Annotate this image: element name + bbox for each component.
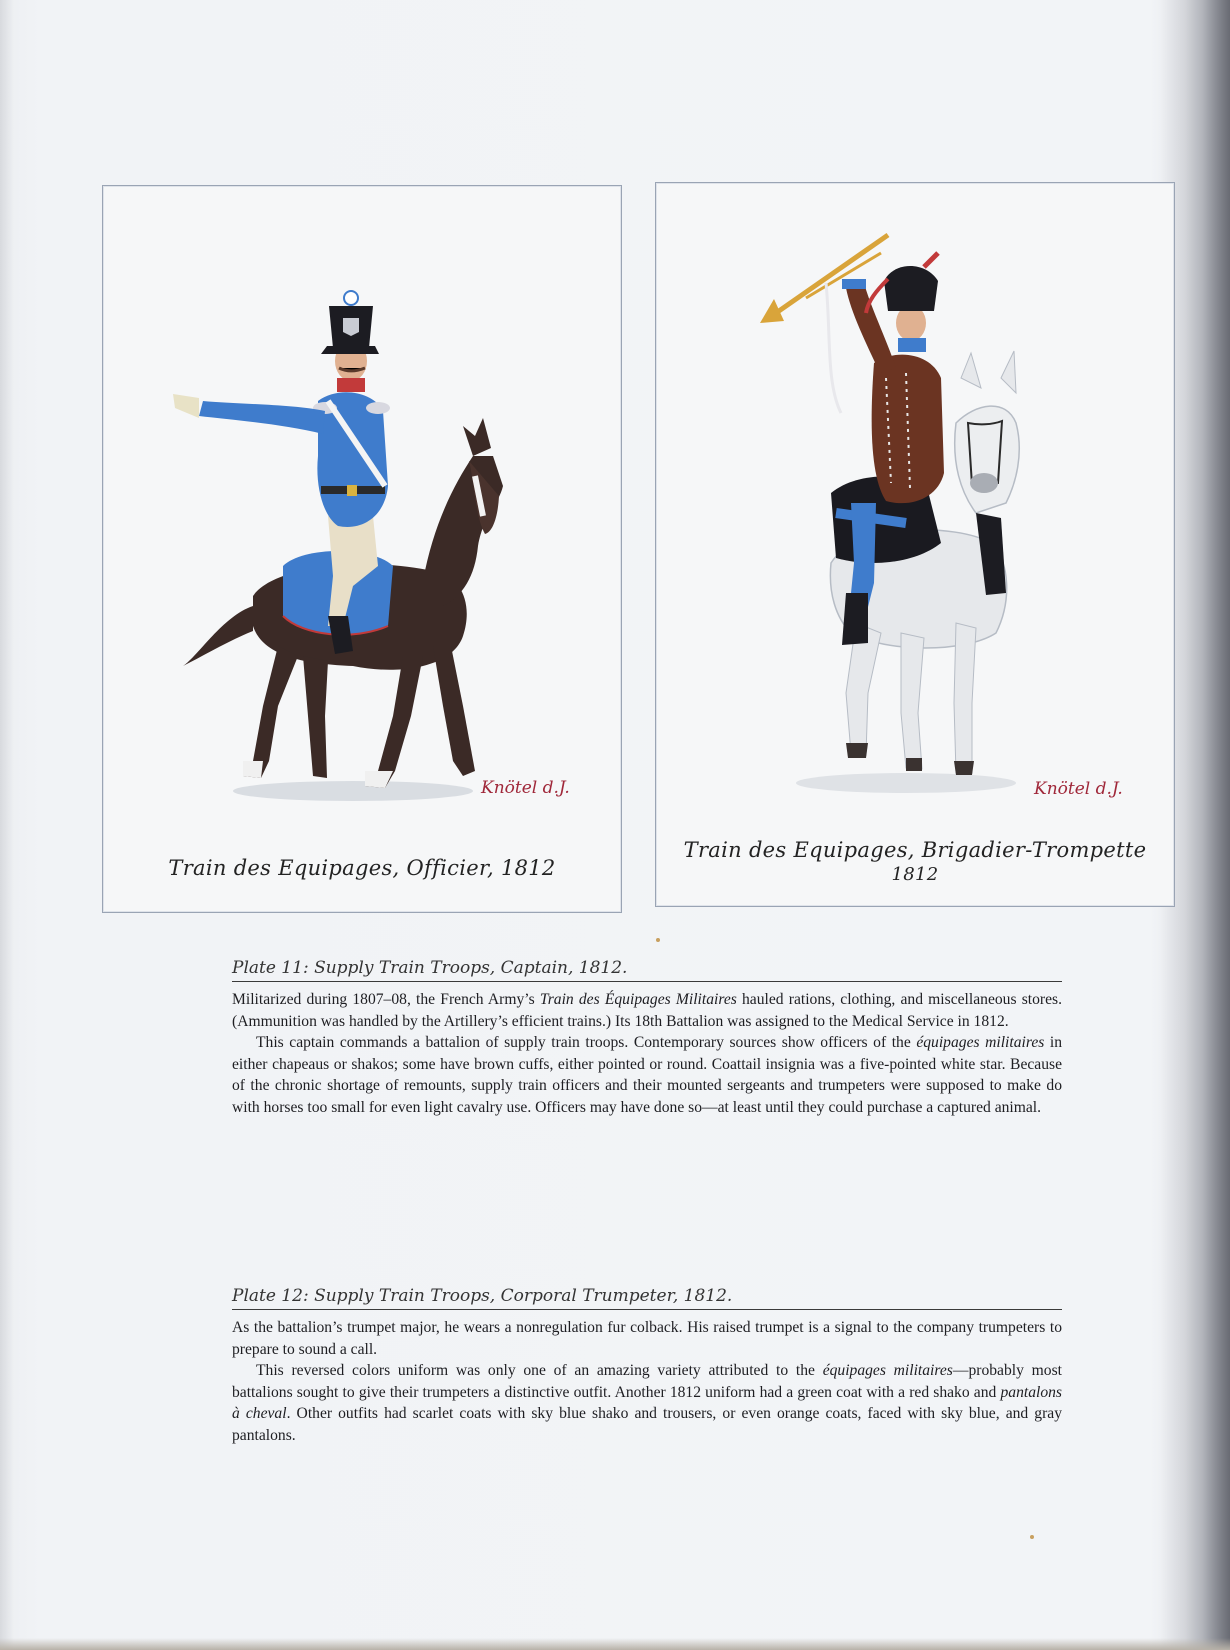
text-run: —probably most battalions sought to give their trumpeters a distinctive outfit. Another 1812 uniform had a green coat with a red shako and [232, 1362, 1062, 1401]
plate-caption: Train des Equipages, Officier, 1812 [168, 856, 556, 880]
paper-speck [1030, 1535, 1034, 1539]
plate-caption [656, 838, 1174, 885]
section-heading: Plate 11: Supply Train Troops, Captain, 1812. [232, 958, 1062, 982]
officer-illustration [103, 186, 623, 914]
plate-trumpeter [655, 182, 1175, 907]
paper-speck [656, 938, 660, 942]
italic-run: équipages militaires [916, 1034, 1045, 1051]
text-run: This captain commands a battalion of supply train troops. Contemporary sources show officers of the [256, 1034, 917, 1051]
artist-signature: Knötel d.J. [1034, 779, 1123, 799]
trumpeter-illustration [656, 183, 1176, 908]
text-run: hauled rations, clothing, and miscellaneous stores. (Ammunition was handled by the Artillery’s efficient trains.) Its 18th Battalion was assigned to the Medical Service in 1812. [232, 991, 1062, 1030]
paragraph [232, 989, 1062, 1032]
text-run: Militarized during 1807–08, the French Army’s [232, 991, 540, 1008]
section-heading: Plate 12: Supply Train Troops, Corporal Trumpeter, 1812. [232, 1286, 1062, 1310]
text-run: This reversed colors uniform was only one of an amazing variety attributed to the [256, 1362, 823, 1379]
paragraph: As the battalion’s trumpet major, he wears a nonregulation fur colback. His raised trumpet is a signal to the company trumpeters to prepare to sound a call. [232, 1319, 1062, 1358]
text-run: in either chapeaus or shakos; some have brown cuffs, either pointed or round. Coattail insignia was a five-pointed white star. Because of the chronic shortage of remounts, supply train officers and their mounted sergeants and trumpeters were supposed to make do with horses too small for even light cavalry use. Officers may have done so—at least until they could purchase a captured animal. [232, 1034, 1062, 1116]
artist-signature: Knötel d.J. [481, 778, 570, 798]
plate-12-section [232, 1286, 1062, 1446]
italic-run: équipages militaires [822, 1362, 953, 1379]
plate-caption-title: Train des Equipages, Brigadier-Trompette [683, 838, 1147, 862]
paragraph [232, 1032, 1062, 1118]
plate-officer [102, 185, 622, 913]
plate-11-section [232, 958, 1062, 1118]
italic-run: pantalons à cheval [232, 1383, 1062, 1422]
text-run: . Other outfits had scarlet coats with sky blue shako and trousers, or even orange coats, faced with sky blue, and gray pantalons. [232, 1405, 1062, 1444]
italic-run: Train des Équipages Militaires [539, 991, 737, 1008]
page-bottom-edge [0, 1638, 1230, 1650]
paragraph [232, 1360, 1062, 1446]
plate-caption-year: 1812 [891, 864, 939, 885]
